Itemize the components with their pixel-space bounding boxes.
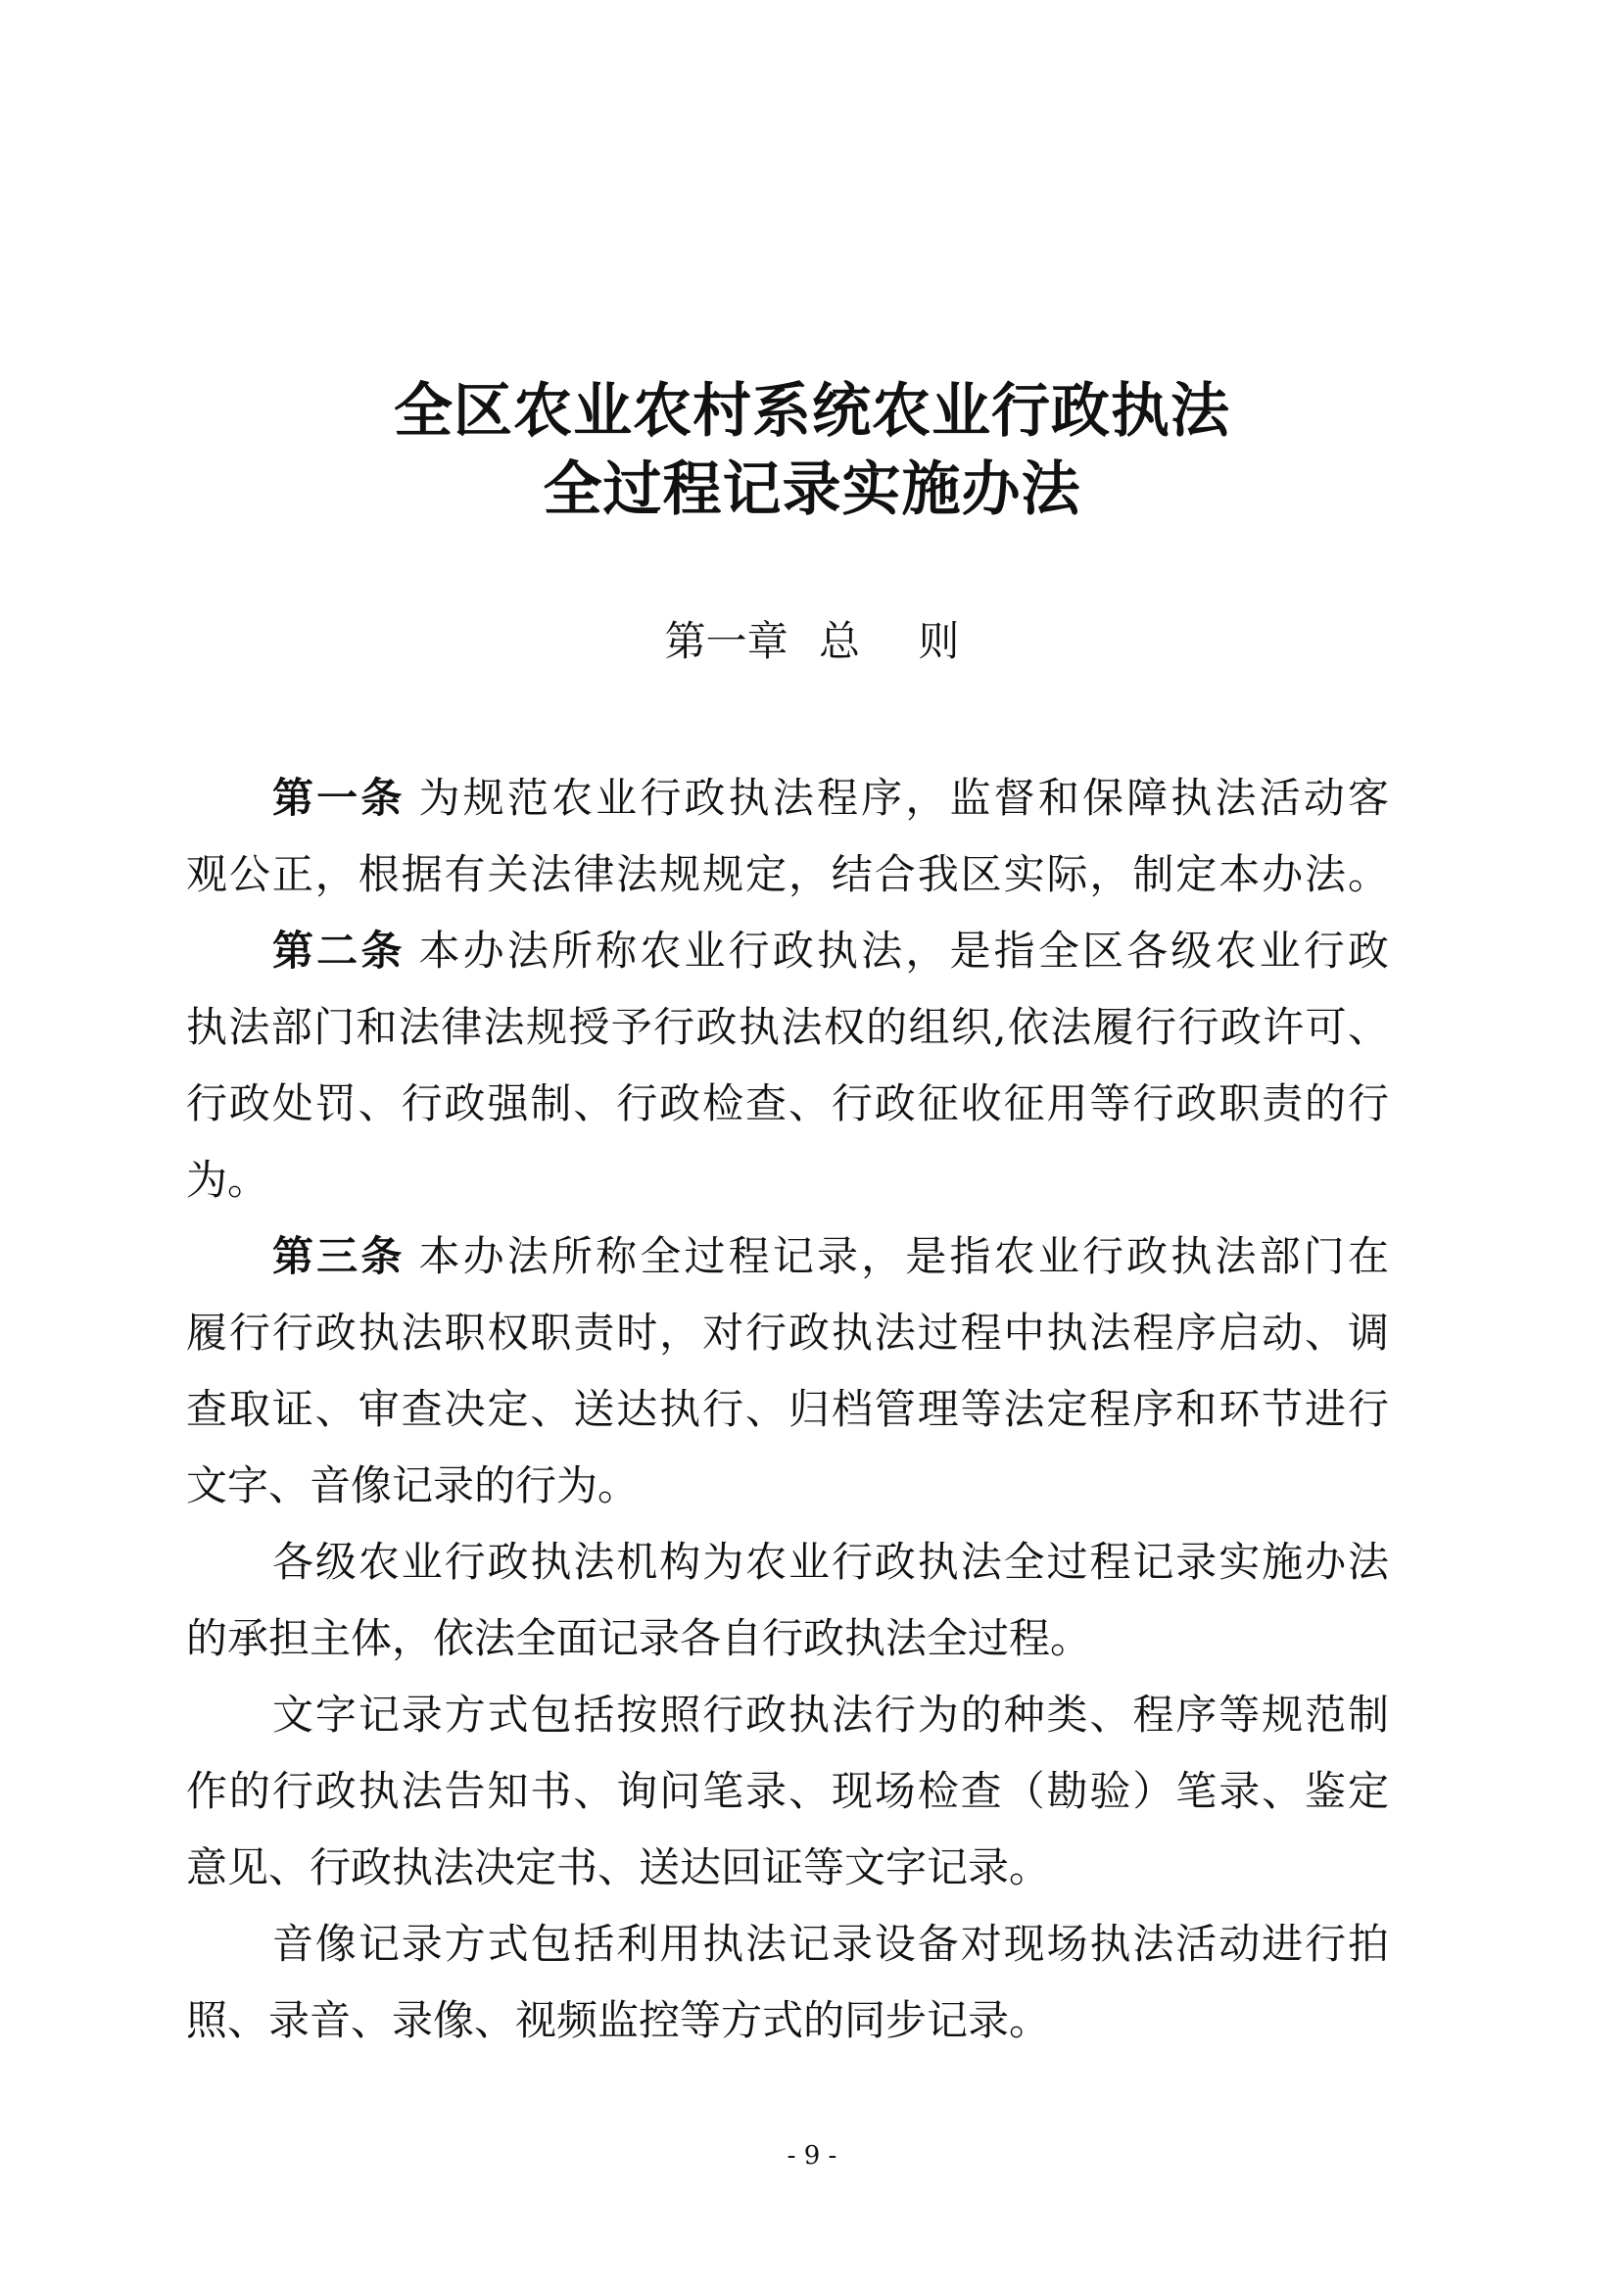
chapter-heading: [0, 609, 1624, 668]
line-text: 本办法所称全过程记录，是指农业行政执法部门在: [418, 1232, 1389, 1280]
text-line: [186, 989, 1389, 1066]
text-line: [186, 836, 1389, 913]
text-line: [186, 1677, 1389, 1753]
line-text: 作的行政执法告知书、询问笔录、现场检查（勘验）笔录、鉴定: [186, 1767, 1389, 1815]
page-number: - 9 -: [787, 2141, 837, 2171]
text-line: [186, 1830, 1389, 1906]
article-number: 第三条: [272, 1232, 406, 1280]
chapter-name-2: 则: [918, 617, 960, 665]
line-text: 为。: [186, 1156, 269, 1204]
line-text: 文字、音像记录的行为。: [186, 1461, 640, 1509]
document-title-line-1: 全区农业农村系统农业行政执法: [394, 377, 1230, 446]
document-title-line-2: 全过程记录实施办法: [543, 455, 1081, 524]
line-text: 照、录音、录像、视频监控等方式的同步记录。: [186, 1996, 1051, 2044]
text-line: [186, 1142, 1389, 1218]
line-text: 的承担主体，依法全面记录各自行政执法全过程。: [186, 1614, 1092, 1662]
line-text: 本办法所称农业行政执法，是指全区各级农业行政: [418, 927, 1389, 975]
text-line: [186, 913, 1389, 989]
text-line: [186, 1295, 1389, 1371]
text-line: [186, 1753, 1389, 1830]
text-line: [186, 1906, 1389, 1982]
text-line: [186, 1371, 1389, 1448]
text-line: [186, 760, 1389, 836]
chapter-number: 第一章: [664, 617, 788, 665]
article-number: 第二条: [272, 927, 406, 975]
text-line: [186, 1600, 1389, 1677]
line-text: 履行行政执法职权职责时，对行政执法过程中执法程序启动、调: [186, 1309, 1389, 1357]
line-text: 文字记录方式包括按照行政执法行为的种类、程序等规范制: [272, 1691, 1389, 1739]
line-text: 查取证、审查决定、送达执行、归档管理等法定程序和环节进行: [186, 1385, 1389, 1433]
line-text: 行政处罚、行政强制、行政检查、行政征收征用等行政职责的行: [186, 1079, 1389, 1127]
text-line: [186, 1066, 1389, 1142]
document-body: [186, 760, 1389, 2059]
text-line: [186, 1524, 1389, 1600]
line-text: 意见、行政执法决定书、送达回证等文字记录。: [186, 1843, 1051, 1891]
line-text: 执法部门和法律法规授予行政执法权的组织,依法履行行政许可、: [186, 1003, 1389, 1051]
line-text: 为规范农业行政执法程序，监督和保障执法活动客: [418, 774, 1389, 822]
text-line: [186, 1448, 1389, 1524]
article-number: 第一条: [272, 774, 406, 822]
line-text: 音像记录方式包括利用执法记录设备对现场执法活动进行拍: [272, 1920, 1389, 1968]
text-line: [186, 1982, 1389, 2059]
chapter-name-1: 总: [818, 617, 860, 665]
text-line: [186, 1218, 1389, 1295]
line-text: 观公正，根据有关法律法规规定，结合我区实际，制定本办法。: [186, 850, 1389, 898]
line-text: 各级农业行政执法机构为农业行政执法全过程记录实施办法: [272, 1538, 1389, 1586]
